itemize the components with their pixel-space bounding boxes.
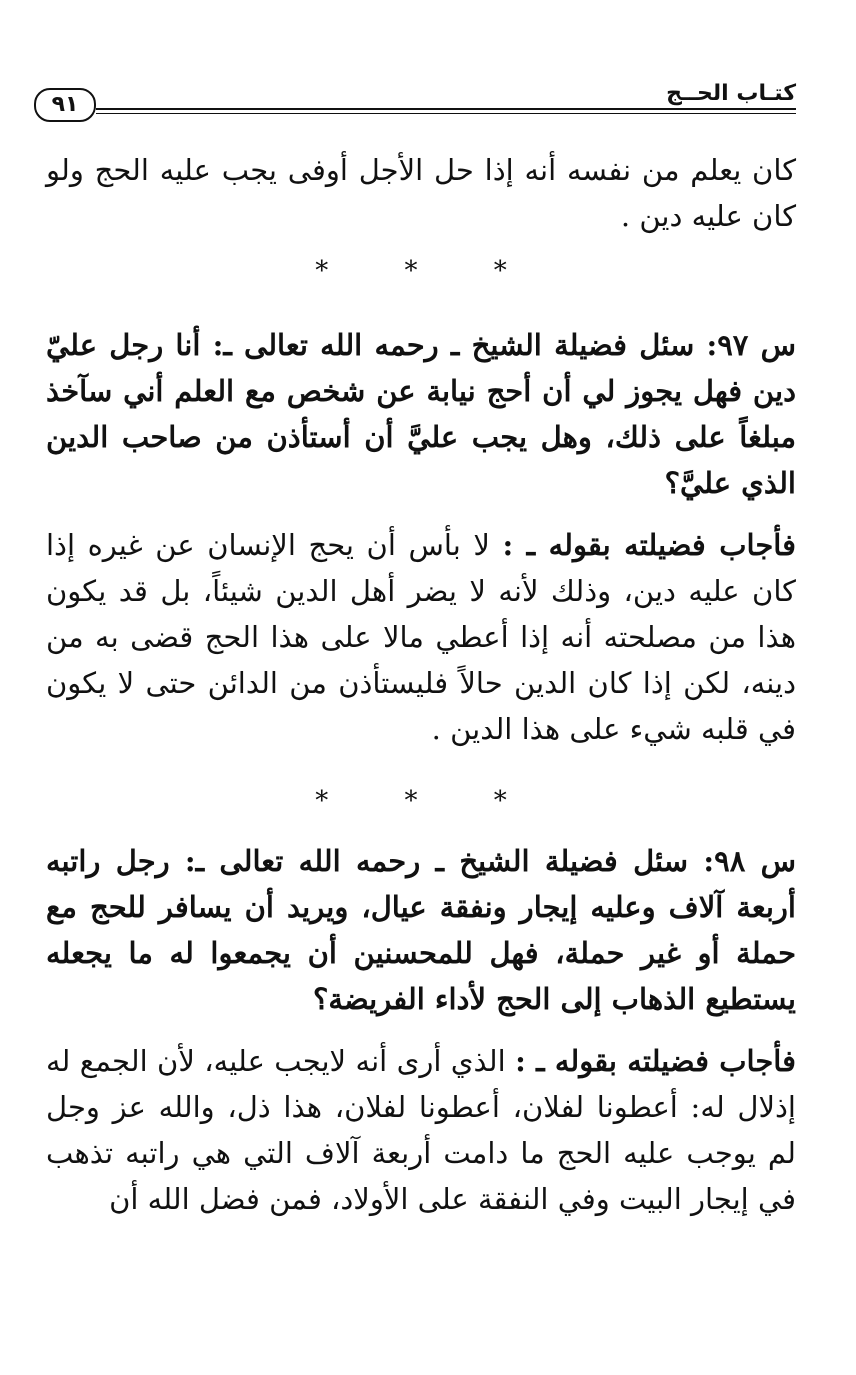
answer-label: فأجاب فضيلته بقوله ـ : <box>502 528 796 562</box>
page-number: ٩١ <box>34 88 96 122</box>
answer-97 <box>46 522 796 752</box>
intro-paragraph: كان يعلم من نفسه أنه إذا حل الأجل أوفى يجب عليه الحج ولو كان عليه دين . <box>46 153 796 233</box>
question-98 <box>46 838 796 1022</box>
question-text: سئل فضيلة الشيخ ـ رحمه الله تعالى ـ: رجل راتبه أربعة آلاف وعليه إيجار ونفقة عيال، ويريد أن يسافر للحج مع حملة أو غير حملة، فهل للمحسنين أن يجمعوا له ما يجعله يستطيع الذهاب إلى الحج لأداء الفريضة؟ <box>46 844 796 1016</box>
answer-98 <box>46 1038 796 1222</box>
answer-text: لا بأس أن يحج الإنسان عن غيره إذا كان عليه دين، وذلك لأنه لا يضر أهل الدين شيئاً، بل قد يكون هذا من مصلحته أنه إذا أعطي مالا على هذا الحج قضى به من دينه، لكن إذا كان الدين حالاً فليستأذن من الدائن حتى لا يكون في قلبه شيء على هذا الدين . <box>46 528 796 746</box>
answer-text: الذي أرى أنه لايجب عليه، لأن الجمع له إذلال له: أعطونا لفلان، أعطونا لفلان، هذا ذل، والله عز وجل لم يوجب عليه الحج ما دامت أربعة آلاف التي هي راتبه تذهب في إيجار البيت وفي النفقة على الأولاد، فمن فضل الله أن <box>46 1044 796 1216</box>
page-header <box>34 82 796 128</box>
book-title: كتـاب الحــج <box>666 81 796 106</box>
answer-label: فأجاب فضيلته بقوله ـ : <box>515 1044 797 1078</box>
header-rule-thin <box>96 113 796 114</box>
question-number: س ٩٧: <box>706 328 796 362</box>
section-separator: * * * <box>315 256 541 286</box>
question-97 <box>46 322 796 506</box>
question-number: س ٩٨: <box>703 844 796 878</box>
question-text: سئل فضيلة الشيخ ـ رحمه الله تعالى ـ: أنا رجل عليّ دين فهل يجوز لي أن أحج نيابة عن شخص مع العلم أني سآخذ مبلغاً على ذلك، وهل يجب عليَّ أن أستأذن من صاحب الدين الذي عليَّ؟ <box>46 328 796 500</box>
section-separator: * * * <box>315 786 541 816</box>
header-rule <box>96 108 796 110</box>
